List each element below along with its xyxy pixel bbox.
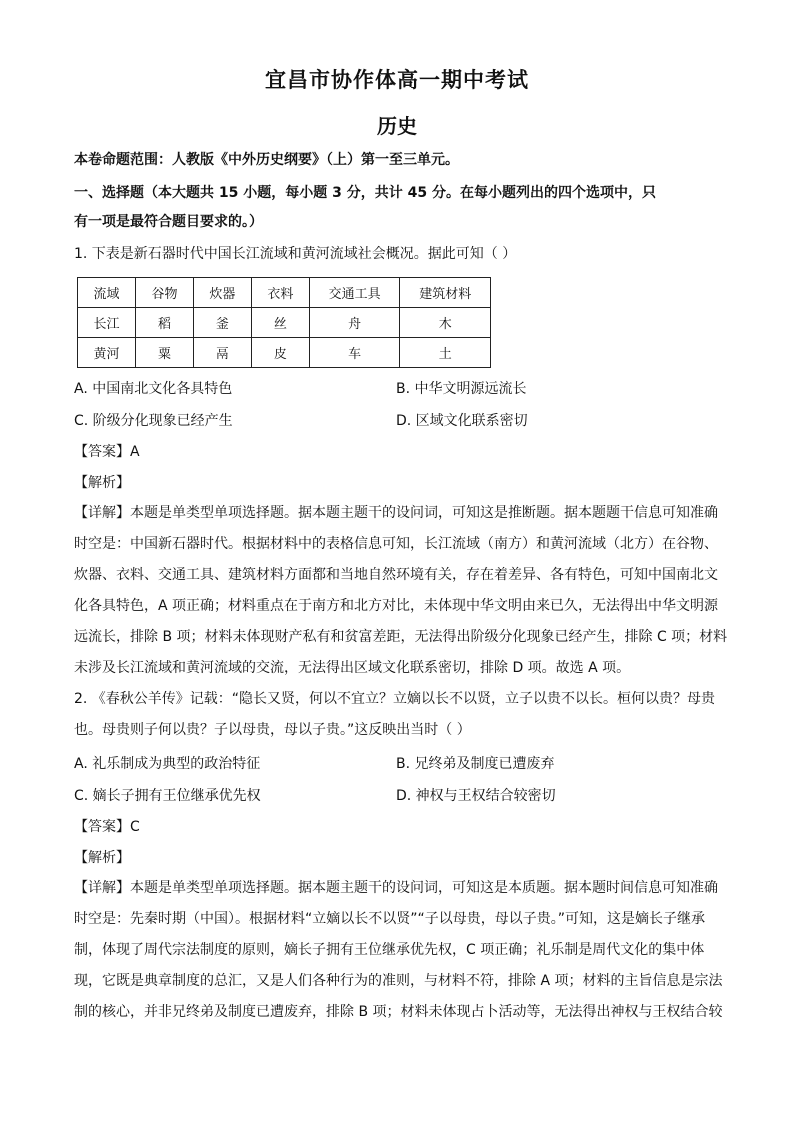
table-header-cell: 衣料 — [251, 278, 309, 308]
q2-detail-line: 时空是：先秦时期（中国）。根据材料“立嫡以长不以贤”“子以母贵，母以子贵。”可知，这是嫡长子继承 — [74, 911, 706, 927]
table-row — [78, 308, 491, 338]
q2-detail-line: 现，它既是典章制度的总汇，又是人们各种行为的准则，与材料不符，排除 A 项；材料的主旨信息是宗法 — [74, 973, 723, 989]
q1-detail-line: 时空是：中国新石器时代。根据材料中的表格信息可知，长江流域（南方）和黄河流域（北方）在谷物、 — [74, 536, 718, 552]
question-1-stem: 1. 下表是新石器时代中国长江流域和黄河流域社会概况。据此可知（ ） — [74, 246, 517, 262]
table-cell: 长江 — [78, 308, 136, 338]
q1-option-a: A. 中国南北文化各具特色 — [74, 381, 233, 397]
table-header-cell: 流域 — [78, 278, 136, 308]
q2-answer: 【答案】C — [74, 819, 140, 835]
q1-answer: 【答案】A — [74, 444, 140, 460]
q1-detail-line: 【详解】本题是单类型单项选择题。据本题主题干的设问词，可知这是推断题。据本题题干信息可知准确 — [74, 505, 718, 521]
table-header-cell: 交通工具 — [309, 278, 400, 308]
table-cell: 皮 — [251, 338, 309, 368]
table-header-cell: 谷物 — [135, 278, 193, 308]
table-cell: 土 — [400, 338, 491, 368]
q1-analysis-label: 【解析】 — [74, 475, 130, 491]
table-header-row — [78, 278, 491, 308]
q2-detail-line: 制，体现了周代宗法制度的原则，嫡长子拥有王位继承优先权，C 项正确；礼乐制是周代文化的集中体 — [74, 942, 705, 958]
table-cell: 丝 — [251, 308, 309, 338]
q2-option-c: C. 嫡长子拥有王位继承优先权 — [74, 788, 261, 804]
exam-title: 宜昌市协作体高一期中考试 — [265, 68, 529, 92]
q1-detail-line: 炊器、衣料、交通工具、建筑材料方面都和当地自然环境有关，存在着差异、各有特色，可知中国南北文 — [74, 567, 718, 583]
section-heading-line2: 有一项是最符合题目要求的。） — [74, 214, 263, 230]
q1-option-d: D. 区域文化联系密切 — [396, 413, 528, 429]
q1-option-b: B. 中华文明源远流长 — [396, 381, 527, 397]
table-row — [78, 338, 491, 368]
q1-option-c: C. 阶级分化现象已经产生 — [74, 413, 233, 429]
table-cell: 车 — [309, 338, 400, 368]
table-cell: 粟 — [135, 338, 193, 368]
table-cell: 木 — [400, 308, 491, 338]
table-cell: 釜 — [193, 308, 251, 338]
question-2-stem-line2: 也。母贵则子何以贵？子以母贵，母以子贵。”这反映出当时（ ） — [74, 722, 471, 738]
table-cell: 黄河 — [78, 338, 136, 368]
q2-option-b: B. 兄终弟及制度已遭废弃 — [396, 756, 555, 772]
section-heading-line1: 一、选择题（本大题共 15 小题，每小题 3 分，共计 45 分。在每小题列出的四个选项中，只 — [74, 185, 656, 201]
q1-detail-line: 化各具特色，A 项正确；材料重点在于南方和北方对比，未体现中华文明由来已久，无法得出中华文明源 — [74, 598, 719, 614]
q2-option-a: A. 礼乐制成为典型的政治特征 — [74, 756, 261, 772]
q2-detail-line: 制的核心，并非兄终弟及制度已遭废弃，排除 B 项；材料未体现占卜活动等，无法得出神权与王权结合较 — [74, 1004, 723, 1020]
q1-detail-line: 远流长，排除 B 项；材料未体现财产私有和贫富差距，无法得出阶级分化现象已经产生，排除 C 项；材料 — [74, 629, 728, 645]
subject-title: 历史 — [377, 114, 417, 138]
q1-detail-line: 未涉及长江流域和黄河流域的交流，无法得出区域文化联系密切，排除 D 项。故选 A 项。 — [74, 660, 631, 676]
table-cell: 鬲 — [193, 338, 251, 368]
q2-option-d: D. 神权与王权结合较密切 — [396, 788, 556, 804]
question-1-table — [77, 277, 491, 368]
exam-scope: 本卷命题范围：人教版《中外历史纲要》（上）第一至三单元。 — [74, 152, 459, 168]
table-header-cell: 炊器 — [193, 278, 251, 308]
question-2-stem-line1: 2. 《春秋公羊传》记载：“隐长又贤，何以不宜立？立嫡以长不以贤，立子以贵不以长。桓何以贵？母贵 — [74, 691, 716, 707]
table-cell: 舟 — [309, 308, 400, 338]
q2-analysis-label: 【解析】 — [74, 850, 130, 866]
table-cell: 稻 — [135, 308, 193, 338]
q2-detail-line: 【详解】本题是单类型单项选择题。据本题主题干的设问词，可知这是本质题。据本题时间信息可知准确 — [74, 880, 718, 896]
table-header-cell: 建筑材料 — [400, 278, 491, 308]
